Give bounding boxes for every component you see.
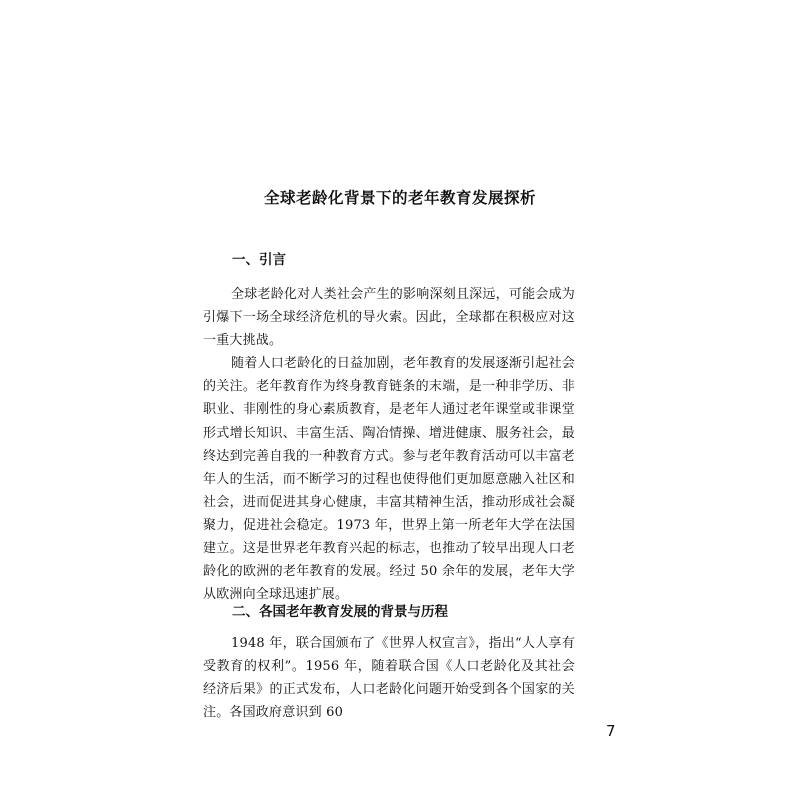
section-heading-introduction: 一、引言 (232, 252, 286, 268)
paragraph: 1948 年，联合国颁布了《世界人权宣言》，指出“人人享有受教育的权利”。1956 年，随着联合国《人口老龄化及其社会经济后果》的正式发布，人口老龄化问题开始受到各个国家的关注。各国政府意识到 60 (203, 636, 575, 721)
page-number: 7 (606, 722, 616, 740)
section-body-background (203, 632, 575, 724)
paragraph: 随着人口老龄化的日益加剧，老年教育的发展逐渐引起社会的关注。老年教育作为终身教育链条的末端，是一种非学历、非职业、非刚性的身心素质教育，是老年人通过老年课堂或非课堂形式增长知识、丰富生活、陶冶情操、增进健康、服务社会，最终达到完善自我的一种教育方式。参与老年教育活动可以丰富老年人的生活，而不断学习的过程也使得他们更加愿意融入社区和社会，进而促进其身心健康，丰富其精神生活，推动形成社会凝聚力，促进社会稳定。1973 年，世界上第一所老年大学在法国建立。这是世界老年教育兴起的标志，也推动了较早出现人口老龄化的欧洲的老年教育的发展。经过 50 余年的发展，老年大学从欧洲向全球迅速扩展。 (203, 356, 575, 603)
section-heading-background: 二、各国老年教育发展的背景与历程 (232, 604, 448, 620)
document-title: 全球老龄化背景下的老年教育发展探析 (263, 188, 536, 207)
section-body-introduction (203, 283, 575, 606)
paragraph: 全球老龄化对人类社会产生的影响深刻且深远，可能会成为引爆下一场全球经济危机的导火索。因此，全球都在积极应对这一重大挑战。 (203, 287, 575, 349)
